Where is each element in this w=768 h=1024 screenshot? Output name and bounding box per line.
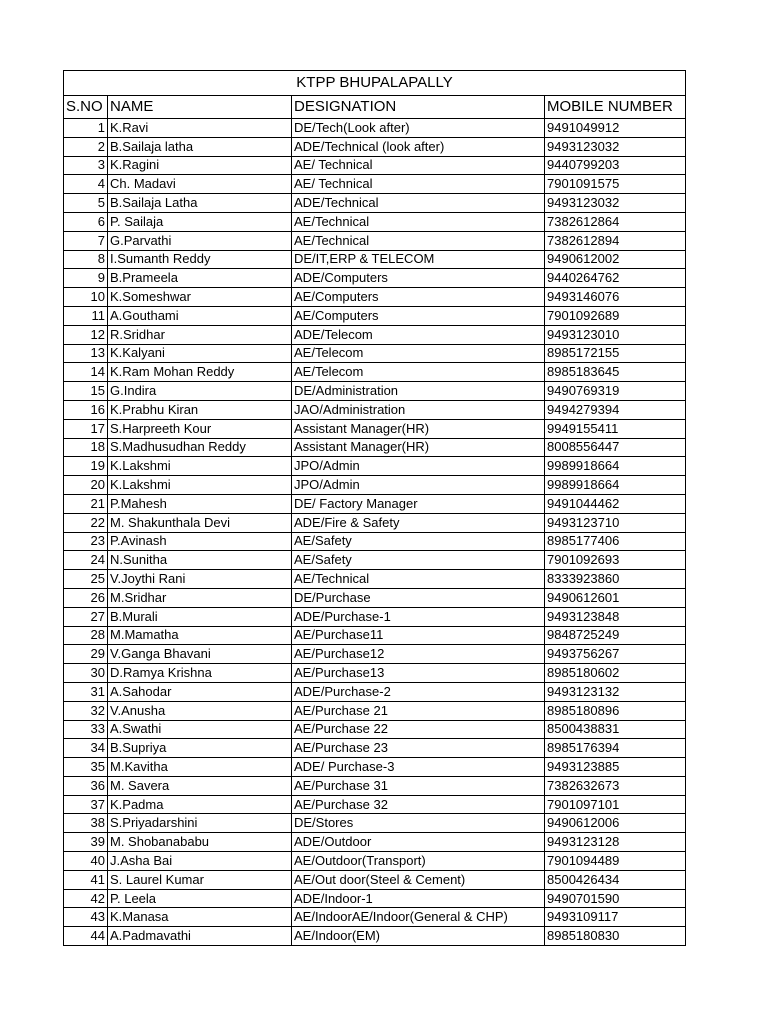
- cell-name: M. Savera: [108, 776, 292, 795]
- table-row: [64, 400, 686, 419]
- cell-designation: ADE/Fire & Safety: [292, 513, 545, 532]
- table-row: [64, 250, 686, 269]
- cell-name: S. Laurel Kumar: [108, 870, 292, 889]
- cell-mobile: 7901092693: [545, 551, 686, 570]
- cell-name: A.Sahodar: [108, 682, 292, 701]
- cell-mobile: 9493123032: [545, 194, 686, 213]
- cell-mobile: 9989918664: [545, 476, 686, 495]
- cell-mobile: 9989918664: [545, 457, 686, 476]
- cell-mobile: 7382632673: [545, 776, 686, 795]
- cell-mobile: 8985177406: [545, 532, 686, 551]
- table-row: [64, 776, 686, 795]
- cell-designation: JPO/Admin: [292, 457, 545, 476]
- cell-mobile: 9493123128: [545, 833, 686, 852]
- cell-mobile: 8333923860: [545, 570, 686, 589]
- table-row: [64, 344, 686, 363]
- cell-mobile: 9491049912: [545, 119, 686, 138]
- cell-designation: AE/Computers: [292, 288, 545, 307]
- cell-mobile: 9494279394: [545, 400, 686, 419]
- header-row: [64, 96, 686, 119]
- cell-mobile: 8985180602: [545, 664, 686, 683]
- cell-designation: AE/ Technical: [292, 175, 545, 194]
- cell-name: P.Mahesh: [108, 494, 292, 513]
- cell-designation: JPO/Admin: [292, 476, 545, 495]
- cell-mobile: 7901092689: [545, 306, 686, 325]
- cell-designation: ADE/Technical (look after): [292, 137, 545, 156]
- cell-name: A.Swathi: [108, 720, 292, 739]
- cell-mobile: 8008556447: [545, 438, 686, 457]
- table-row: [64, 664, 686, 683]
- cell-name: S.Madhusudhan Reddy: [108, 438, 292, 457]
- table-row: [64, 325, 686, 344]
- cell-name: K.Prabhu Kiran: [108, 400, 292, 419]
- cell-sno: 1: [64, 119, 108, 138]
- table-row: [64, 457, 686, 476]
- cell-mobile: 9490612002: [545, 250, 686, 269]
- cell-sno: 35: [64, 758, 108, 777]
- cell-designation: AE/Computers: [292, 306, 545, 325]
- cell-name: J.Asha Bai: [108, 852, 292, 871]
- cell-designation: DE/Purchase: [292, 588, 545, 607]
- cell-mobile: 9490612601: [545, 588, 686, 607]
- cell-name: K.Ragini: [108, 156, 292, 175]
- cell-designation: DE/Stores: [292, 814, 545, 833]
- cell-mobile: 8500438831: [545, 720, 686, 739]
- cell-sno: 5: [64, 194, 108, 213]
- cell-mobile: 9493123710: [545, 513, 686, 532]
- table-row: [64, 212, 686, 231]
- cell-name: K.Lakshmi: [108, 476, 292, 495]
- table-row: [64, 682, 686, 701]
- cell-sno: 25: [64, 570, 108, 589]
- cell-designation: AE/Purchase 22: [292, 720, 545, 739]
- cell-sno: 30: [64, 664, 108, 683]
- cell-designation: AE/Purchase 21: [292, 701, 545, 720]
- cell-mobile: 7901094489: [545, 852, 686, 871]
- column-header-sno: S.NO: [64, 96, 108, 119]
- cell-designation: JAO/Administration: [292, 400, 545, 419]
- table-row: [64, 551, 686, 570]
- table-row: [64, 438, 686, 457]
- cell-mobile: 9493109117: [545, 908, 686, 927]
- cell-name: K.Ram Mohan Reddy: [108, 363, 292, 382]
- cell-name: M.Mamatha: [108, 626, 292, 645]
- cell-sno: 8: [64, 250, 108, 269]
- table-row: [64, 119, 686, 138]
- table-row: [64, 363, 686, 382]
- cell-name: B.Murali: [108, 607, 292, 626]
- cell-name: P. Leela: [108, 889, 292, 908]
- cell-name: I.Sumanth Reddy: [108, 250, 292, 269]
- cell-mobile: 8985172155: [545, 344, 686, 363]
- table-row: [64, 607, 686, 626]
- cell-sno: 11: [64, 306, 108, 325]
- title-row: [64, 71, 686, 96]
- cell-sno: 7: [64, 231, 108, 250]
- cell-mobile: 9493146076: [545, 288, 686, 307]
- cell-designation: AE/Technical: [292, 570, 545, 589]
- table-row: [64, 795, 686, 814]
- cell-name: Ch. Madavi: [108, 175, 292, 194]
- cell-sno: 41: [64, 870, 108, 889]
- cell-sno: 10: [64, 288, 108, 307]
- cell-designation: AE/Purchase 23: [292, 739, 545, 758]
- cell-designation: DE/Administration: [292, 382, 545, 401]
- table-row: [64, 588, 686, 607]
- cell-mobile: 7901091575: [545, 175, 686, 194]
- cell-name: P.Avinash: [108, 532, 292, 551]
- cell-sno: 22: [64, 513, 108, 532]
- cell-sno: 28: [64, 626, 108, 645]
- cell-designation: ADE/Purchase-2: [292, 682, 545, 701]
- cell-sno: 43: [64, 908, 108, 927]
- cell-designation: AE/Indoor(EM): [292, 927, 545, 946]
- cell-name: M. Shakunthala Devi: [108, 513, 292, 532]
- cell-designation: DE/Tech(Look after): [292, 119, 545, 138]
- cell-sno: 42: [64, 889, 108, 908]
- cell-name: R.Sridhar: [108, 325, 292, 344]
- cell-designation: AE/Purchase 32: [292, 795, 545, 814]
- cell-designation: Assistant Manager(HR): [292, 438, 545, 457]
- cell-mobile: 9949155411: [545, 419, 686, 438]
- cell-name: B.Sailaja Latha: [108, 194, 292, 213]
- cell-sno: 36: [64, 776, 108, 795]
- cell-sno: 9: [64, 269, 108, 288]
- cell-designation: AE/Safety: [292, 532, 545, 551]
- cell-sno: 15: [64, 382, 108, 401]
- cell-designation: AE/Purchase 31: [292, 776, 545, 795]
- table-row: [64, 382, 686, 401]
- table-row: [64, 306, 686, 325]
- cell-designation: AE/Technical: [292, 212, 545, 231]
- cell-mobile: 8500426434: [545, 870, 686, 889]
- table-row: [64, 513, 686, 532]
- table-row: [64, 833, 686, 852]
- sheet-title: KTPP BHUPALAPALLY: [64, 71, 686, 96]
- cell-designation: AE/Purchase11: [292, 626, 545, 645]
- table-row: [64, 814, 686, 833]
- table-row: [64, 137, 686, 156]
- cell-designation: AE/Outdoor(Transport): [292, 852, 545, 871]
- contact-table: [63, 70, 686, 946]
- cell-designation: DE/IT,ERP & TELECOM: [292, 250, 545, 269]
- cell-designation: ADE/Telecom: [292, 325, 545, 344]
- cell-name: N.Sunitha: [108, 551, 292, 570]
- cell-mobile: 9440264762: [545, 269, 686, 288]
- cell-name: V.Anusha: [108, 701, 292, 720]
- cell-sno: 20: [64, 476, 108, 495]
- cell-mobile: 9493756267: [545, 645, 686, 664]
- table-row: [64, 908, 686, 927]
- cell-designation: AE/IndoorAE/Indoor(General & CHP): [292, 908, 545, 927]
- table-body: [64, 119, 686, 946]
- cell-mobile: 9491044462: [545, 494, 686, 513]
- cell-sno: 33: [64, 720, 108, 739]
- cell-name: K.Ravi: [108, 119, 292, 138]
- table-row: [64, 532, 686, 551]
- cell-mobile: 7901097101: [545, 795, 686, 814]
- cell-sno: 31: [64, 682, 108, 701]
- cell-mobile: 9493123885: [545, 758, 686, 777]
- cell-designation: ADE/Purchase-1: [292, 607, 545, 626]
- cell-sno: 38: [64, 814, 108, 833]
- table-row: [64, 927, 686, 946]
- cell-sno: 16: [64, 400, 108, 419]
- cell-name: M.Kavitha: [108, 758, 292, 777]
- cell-name: G.Indira: [108, 382, 292, 401]
- cell-name: A.Padmavathi: [108, 927, 292, 946]
- cell-mobile: 8985180896: [545, 701, 686, 720]
- table-row: [64, 852, 686, 871]
- cell-mobile: 8985180830: [545, 927, 686, 946]
- cell-sno: 3: [64, 156, 108, 175]
- cell-name: K.Kalyani: [108, 344, 292, 363]
- cell-sno: 18: [64, 438, 108, 457]
- cell-mobile: 7382612894: [545, 231, 686, 250]
- cell-mobile: 9848725249: [545, 626, 686, 645]
- cell-designation: AE/Safety: [292, 551, 545, 570]
- cell-name: K.Manasa: [108, 908, 292, 927]
- cell-mobile: 9490769319: [545, 382, 686, 401]
- cell-sno: 26: [64, 588, 108, 607]
- cell-mobile: 9490701590: [545, 889, 686, 908]
- cell-mobile: 9490612006: [545, 814, 686, 833]
- cell-sno: 12: [64, 325, 108, 344]
- table-row: [64, 626, 686, 645]
- cell-name: V.Joythi Rani: [108, 570, 292, 589]
- cell-sno: 27: [64, 607, 108, 626]
- cell-sno: 13: [64, 344, 108, 363]
- cell-designation: AE/Telecom: [292, 363, 545, 382]
- cell-name: G.Parvathi: [108, 231, 292, 250]
- cell-mobile: 8985176394: [545, 739, 686, 758]
- cell-sno: 37: [64, 795, 108, 814]
- cell-sno: 17: [64, 419, 108, 438]
- cell-mobile: 9493123132: [545, 682, 686, 701]
- table-row: [64, 701, 686, 720]
- cell-sno: 14: [64, 363, 108, 382]
- table-row: [64, 194, 686, 213]
- table-row: [64, 288, 686, 307]
- cell-name: M.Sridhar: [108, 588, 292, 607]
- column-header-mobile: MOBILE NUMBER: [545, 96, 686, 119]
- cell-name: V.Ganga Bhavani: [108, 645, 292, 664]
- cell-mobile: 8985183645: [545, 363, 686, 382]
- table-row: [64, 889, 686, 908]
- cell-sno: 19: [64, 457, 108, 476]
- cell-name: P. Sailaja: [108, 212, 292, 231]
- cell-sno: 40: [64, 852, 108, 871]
- cell-designation: ADE/Indoor-1: [292, 889, 545, 908]
- cell-mobile: 9440799203: [545, 156, 686, 175]
- cell-name: K.Someshwar: [108, 288, 292, 307]
- cell-designation: AE/Purchase12: [292, 645, 545, 664]
- cell-sno: 4: [64, 175, 108, 194]
- column-header-name: NAME: [108, 96, 292, 119]
- cell-sno: 29: [64, 645, 108, 664]
- table-row: [64, 494, 686, 513]
- table-row: [64, 419, 686, 438]
- cell-name: B.Supriya: [108, 739, 292, 758]
- cell-sno: 2: [64, 137, 108, 156]
- cell-designation: AE/Purchase13: [292, 664, 545, 683]
- table-row: [64, 645, 686, 664]
- cell-designation: ADE/Computers: [292, 269, 545, 288]
- cell-designation: AE/Technical: [292, 231, 545, 250]
- column-header-designation: DESIGNATION: [292, 96, 545, 119]
- table-row: [64, 156, 686, 175]
- cell-name: B.Prameela: [108, 269, 292, 288]
- cell-name: M. Shobanababu: [108, 833, 292, 852]
- cell-designation: ADE/ Purchase-3: [292, 758, 545, 777]
- cell-mobile: 7382612864: [545, 212, 686, 231]
- table-row: [64, 739, 686, 758]
- table-row: [64, 476, 686, 495]
- cell-designation: AE/Telecom: [292, 344, 545, 363]
- cell-sno: 6: [64, 212, 108, 231]
- cell-sno: 24: [64, 551, 108, 570]
- cell-name: A.Gouthami: [108, 306, 292, 325]
- cell-mobile: 9493123848: [545, 607, 686, 626]
- cell-designation: AE/ Technical: [292, 156, 545, 175]
- cell-designation: ADE/Technical: [292, 194, 545, 213]
- cell-sno: 32: [64, 701, 108, 720]
- table-row: [64, 269, 686, 288]
- cell-sno: 44: [64, 927, 108, 946]
- cell-designation: DE/ Factory Manager: [292, 494, 545, 513]
- table-row: [64, 570, 686, 589]
- cell-designation: ADE/Outdoor: [292, 833, 545, 852]
- cell-designation: Assistant Manager(HR): [292, 419, 545, 438]
- cell-sno: 23: [64, 532, 108, 551]
- table-row: [64, 720, 686, 739]
- table-row: [64, 231, 686, 250]
- cell-sno: 34: [64, 739, 108, 758]
- cell-sno: 39: [64, 833, 108, 852]
- cell-name: K.Padma: [108, 795, 292, 814]
- cell-name: S.Priyadarshini: [108, 814, 292, 833]
- cell-designation: AE/Out door(Steel & Cement): [292, 870, 545, 889]
- cell-name: D.Ramya Krishna: [108, 664, 292, 683]
- cell-name: K.Lakshmi: [108, 457, 292, 476]
- table-row: [64, 758, 686, 777]
- cell-sno: 21: [64, 494, 108, 513]
- cell-name: S.Harpreeth Kour: [108, 419, 292, 438]
- cell-mobile: 9493123010: [545, 325, 686, 344]
- table-row: [64, 870, 686, 889]
- cell-name: B.Sailaja latha: [108, 137, 292, 156]
- cell-mobile: 9493123032: [545, 137, 686, 156]
- table-row: [64, 175, 686, 194]
